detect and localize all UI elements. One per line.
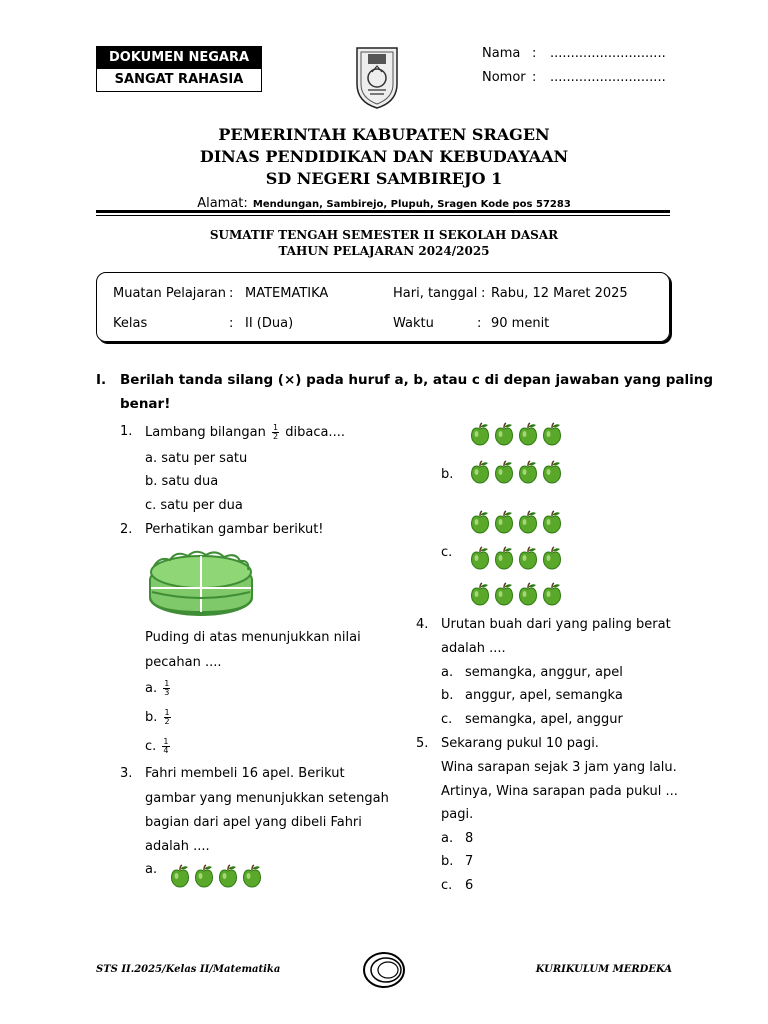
q3-option-a-apples[interactable] <box>170 864 262 888</box>
apple-icon <box>542 582 562 606</box>
section-number: I. <box>96 372 107 388</box>
apple-icon <box>494 422 514 446</box>
q2-option-a[interactable] <box>145 680 172 697</box>
q2-c-den: 4 <box>163 746 169 755</box>
badge-top: DOKUMEN NEGARA <box>97 47 261 69</box>
q3-option-b-apples-row1[interactable] <box>470 422 562 446</box>
q2-option-b[interactable] <box>145 709 173 726</box>
time-colon: : <box>477 316 482 331</box>
footer-left: STS II.2025/Kelas II/Matematika <box>96 964 281 975</box>
q3-option-c-apples-row1[interactable] <box>470 510 562 534</box>
apple-icon <box>542 510 562 534</box>
apple-icon <box>170 864 190 888</box>
name-label: Nama <box>482 46 521 61</box>
exam-title: SUMATIF TENGAH SEMESTER II SEKOLAH DASAR <box>209 228 559 242</box>
q2-b-letter: b. <box>145 710 158 725</box>
q5-c-letter: c. <box>441 878 453 893</box>
apple-icon <box>542 422 562 446</box>
apple-icon <box>494 510 514 534</box>
apple-icon <box>470 546 490 570</box>
q5-b-text: 7 <box>465 854 474 869</box>
apple-icon <box>470 422 490 446</box>
q3-option-c-apples-row3[interactable] <box>470 582 562 606</box>
q2-number: 2. <box>120 522 133 537</box>
q4-b-text: anggur, apel, semangka <box>465 688 623 703</box>
q4-c-text: semangka, apel, anggur <box>465 712 623 727</box>
q4-option-a[interactable] <box>441 665 623 680</box>
q1-option-c[interactable]: c. satu per dua <box>145 498 243 513</box>
apple-icon <box>518 510 538 534</box>
date-label: Hari, tanggal <box>393 286 478 301</box>
q2-c-fraction <box>162 738 169 755</box>
address-label: Alamat: <box>197 196 248 211</box>
q2-text: Perhatikan gambar berikut! <box>145 522 324 537</box>
apple-icon <box>542 546 562 570</box>
q5-option-a[interactable] <box>441 831 474 846</box>
q4-line2: adalah .... <box>441 641 506 656</box>
name-dots[interactable]: ............................ <box>550 46 666 61</box>
address <box>0 192 768 211</box>
q3-line2: gambar yang menunjukkan setengah <box>145 791 389 806</box>
q4-line1: Urutan buah dari yang paling berat <box>441 617 671 632</box>
apple-icon <box>194 864 214 888</box>
q5-line1: Sekarang pukul 10 pagi. <box>441 736 599 751</box>
letterhead-line1: PEMERINTAH KABUPATEN SRAGEN <box>218 125 550 144</box>
q2-a-den: 3 <box>164 688 170 697</box>
name-field[interactable] <box>482 46 520 61</box>
q4-number: 4. <box>416 617 429 632</box>
q2-option-c[interactable] <box>145 738 172 755</box>
q3-option-b-letter[interactable]: b. <box>441 467 454 482</box>
q2-a-letter: a. <box>145 681 158 696</box>
apple-icon <box>242 864 262 888</box>
q3-option-c-letter[interactable]: c. <box>441 545 453 560</box>
footer-right: KURIKULUM MERDEKA <box>535 964 672 975</box>
q4-option-c[interactable] <box>441 712 623 727</box>
subject-value: MATEMATIKA <box>245 286 329 301</box>
q5-line4: pagi. <box>441 807 474 822</box>
q1-frac-den: 2 <box>273 432 279 441</box>
class-label: Kelas <box>113 316 148 331</box>
apple-icon <box>518 422 538 446</box>
q5-b-letter: b. <box>441 854 454 869</box>
apple-icon <box>518 546 538 570</box>
classification-badge <box>96 46 262 92</box>
q4-b-letter: b. <box>441 688 454 703</box>
q3-line3: bagian dari apel yang dibeli Fahri <box>145 815 362 830</box>
apple-icon <box>518 460 538 484</box>
section-instruction: Berilah tanda silang (×) pada huruf a, b, atau c di depan jawaban yang paling <box>120 372 714 388</box>
q5-a-letter: a. <box>441 831 454 846</box>
date-colon: : <box>481 286 486 301</box>
q1-after: dibaca.... <box>285 425 345 440</box>
pudding-image <box>146 546 256 618</box>
q1-option-a[interactable]: a. satu per satu <box>145 451 248 466</box>
number-field[interactable] <box>482 70 526 85</box>
letterhead-line2: DINAS PENDIDIKAN DAN KEBUDAYAAN <box>199 147 569 166</box>
subject-label: Muatan Pelajaran <box>113 286 226 301</box>
apple-icon <box>494 546 514 570</box>
q4-a-text: semangka, anggur, apel <box>465 665 623 680</box>
q5-a-text: 8 <box>465 831 474 846</box>
apple-icon <box>218 864 238 888</box>
number-colon: : <box>532 70 537 85</box>
time-value: 90 menit <box>491 316 550 331</box>
q5-option-c[interactable] <box>441 878 474 893</box>
q2-c-num: 1 <box>163 737 169 746</box>
apple-icon <box>494 582 514 606</box>
q2-a-fraction <box>163 680 170 697</box>
apple-icon <box>542 460 562 484</box>
number-label: Nomor <box>482 70 526 85</box>
q2-a-num: 1 <box>164 679 170 688</box>
q2-line1: Puding di atas menunjukkan nilai <box>145 630 361 645</box>
q5-line2: Wina sarapan sejak 3 jam yang lalu. <box>441 760 677 775</box>
apple-icon <box>470 460 490 484</box>
q2-b-den: 2 <box>164 717 170 726</box>
q3-option-b-apples-row2[interactable] <box>470 460 562 484</box>
q5-number: 5. <box>416 736 429 751</box>
q4-a-letter: a. <box>441 665 454 680</box>
q5-option-b[interactable] <box>441 854 474 869</box>
q3-line4: adalah .... <box>145 839 210 854</box>
subject-colon: : <box>229 286 234 301</box>
q1-text <box>145 424 345 441</box>
footer-logo-icon <box>362 950 406 990</box>
date-value: Rabu, 12 Maret 2025 <box>491 286 628 301</box>
q5-line3: Artinya, Wina sarapan pada pukul ... <box>441 784 678 799</box>
q2-b-fraction <box>164 709 171 726</box>
number-dots[interactable]: ............................ <box>550 70 666 85</box>
q4-c-letter: c. <box>441 712 453 727</box>
apple-icon <box>494 460 514 484</box>
apple-icon <box>518 582 538 606</box>
q3-number: 3. <box>120 766 133 781</box>
q3-line1: Fahri membeli 16 apel. Berikut <box>145 766 345 781</box>
q1-number: 1. <box>120 424 133 439</box>
exam-info-box <box>96 272 670 342</box>
q2-line2: pecahan .... <box>145 655 222 670</box>
address-text: Mendungan, Sambirejo, Plupuh, Sragen Kode pos 57283 <box>252 199 571 210</box>
q4-option-b[interactable] <box>441 688 623 703</box>
class-value: II (Dua) <box>245 316 294 331</box>
class-colon: : <box>229 316 234 331</box>
time-label: Waktu <box>393 316 434 331</box>
badge-bottom: SANGAT RAHASIA <box>114 72 244 87</box>
q1-frac-num: 1 <box>273 423 279 432</box>
apple-icon <box>470 582 490 606</box>
q2-c-letter: c. <box>145 739 157 754</box>
header-rule-thin <box>96 215 670 216</box>
apple-icon <box>470 510 490 534</box>
exam-year: TAHUN PELAJARAN 2024/2025 <box>278 244 490 258</box>
q1-before: Lambang bilangan <box>145 425 266 440</box>
section-instruction-end: benar! <box>120 396 171 412</box>
name-colon: : <box>532 46 537 61</box>
q1-option-b[interactable]: b. satu dua <box>145 474 219 489</box>
letterhead-line3: SD NEGERI SAMBIREJO 1 <box>265 169 503 188</box>
q3-option-a-letter[interactable]: a. <box>145 862 158 877</box>
q2-b-num: 1 <box>164 708 170 717</box>
header-rule-thick <box>96 210 670 213</box>
q5-c-text: 6 <box>465 878 474 893</box>
q3-option-c-apples-row2[interactable] <box>470 546 562 570</box>
q1-fraction <box>272 424 279 441</box>
regency-crest-icon <box>354 44 400 110</box>
